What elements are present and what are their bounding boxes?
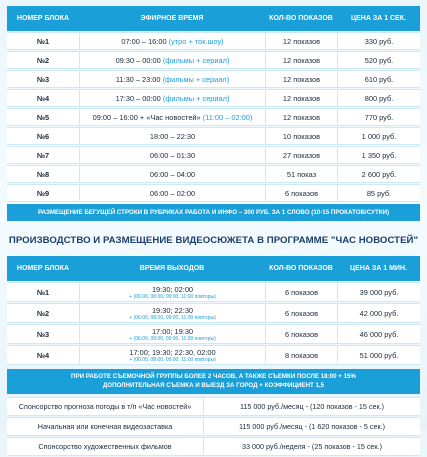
col-price-per-sec: ЦЕНА ЗА 1 СЕК. xyxy=(337,6,420,31)
ad-blocks-table xyxy=(7,5,420,203)
sponsorship-table xyxy=(7,396,420,457)
crew-surcharge-banner: ПРИ РАБОТЕ СЪЕМОЧНОЙ ГРУППЫ БОЛЕЕ 2 ЧАСОВ, А ТАКЖЕ СЪЕМКИ ПОСЛЕ 18:00 + 15% ДОПОЛНИТЕЛЬНАЯ СЪЕМКА И ВЫЕЗД ЗА ГОРОД + КОЭФФИЦИЕНТ 1,5 xyxy=(7,369,420,394)
table-row: №2 09:30 – 00:00 (фильмы + сериал) 12 показов 520 руб. xyxy=(7,51,420,69)
col-block-number: НОМЕР БЛОКА xyxy=(7,256,79,281)
table-row: №3 11:30 – 23:00 (фильмы + сериал) 12 показов 610 руб. xyxy=(7,70,420,88)
table-row: Начальная или конечная видеозаставка 115 000 руб./месяц - (1 620 показов - 5 сек.) xyxy=(7,417,420,436)
video-story-table xyxy=(7,255,420,366)
ad-blocks-header xyxy=(7,6,420,31)
table-row: Спонсорство художественных фильмов 33 000 руб./неделя - (25 показов - 15 сек.) xyxy=(7,437,420,456)
table-row: №4 17:30 – 00:00 (фильмы + сериал) 12 показов 800 руб. xyxy=(7,89,420,107)
table-row: №5 09:00 – 16:00 + «Час новостей» (11:00 – 02:00) 12 показов 770 руб. xyxy=(7,108,420,126)
table-row: №4 17:00; 19:30; 22:30, 02:00 + (06:00, 08:00, 09:00, 11:00 повторы) 8 показов 51 000 руб. xyxy=(7,345,420,365)
col-air-slots: ВРЕМЯ ВЫХОДОВ xyxy=(79,256,265,281)
table-row: №1 19:30; 02:00 + (06:00, 08:00, 09:00, 11:00 повторы) 6 показов 39 000 руб. xyxy=(7,282,420,302)
table-row: №3 17:00; 19:30 + (06:00, 08:00, 09:00, 11:00 повторы) 6 показов 46 000 руб. xyxy=(7,324,420,344)
table-row: №7 06:00 – 01:30 27 показов 1 350 руб. xyxy=(7,146,420,164)
col-air-time: ЭФИРНОЕ ВРЕМЯ xyxy=(79,6,265,31)
col-price-per-min: ЦЕНА ЗА 1 МИН. xyxy=(337,256,420,281)
table-row: Спонсорство прогноза погоды в т/п «Час новостей» 115 000 руб./месяц - (120 показов - 15 сек.) xyxy=(7,397,420,416)
table-row: №8 06:00 – 04:00 51 показ 2 600 руб. xyxy=(7,165,420,183)
section-title: ПРОИЗВОДСТВО И РАЗМЕЩЕНИЕ ВИДЕОСЮЖЕТА В ПРОГРАММЕ "ЧАС НОВОСТЕЙ" xyxy=(8,235,419,246)
col-show-count: КОЛ-ВО ПОКАЗОВ xyxy=(265,256,337,281)
col-show-count: КОЛ-ВО ПОКАЗОВ xyxy=(265,6,337,31)
price-sheet xyxy=(7,0,420,457)
table-row: №2 19:30; 22:30 + (06:00, 08:00, 09:00, 11:00 повторы) 6 показов 42 000 руб. xyxy=(7,303,420,323)
video-story-header xyxy=(7,256,420,281)
ticker-pricing-banner: РАЗМЕЩЕНИЕ БЕГУЩЕЙ СТРОКИ В РУБРИКАХ РАБОТА И ИНФО – 300 РУБ. ЗА 1 СЛОВО (10-15 ПРОКАТОВ/СУТКИ) xyxy=(7,204,420,221)
table-row: №6 18:00 – 22:30 10 показов 1 000 руб. xyxy=(7,127,420,145)
table-row: №9 06:00 – 02:00 6 показов 85 руб. xyxy=(7,184,420,202)
table-row: №1 07:00 – 16:00 (утро + ток.шоу) 12 показов 330 руб. xyxy=(7,32,420,50)
col-block-number: НОМЕР БЛОКА xyxy=(7,6,79,31)
